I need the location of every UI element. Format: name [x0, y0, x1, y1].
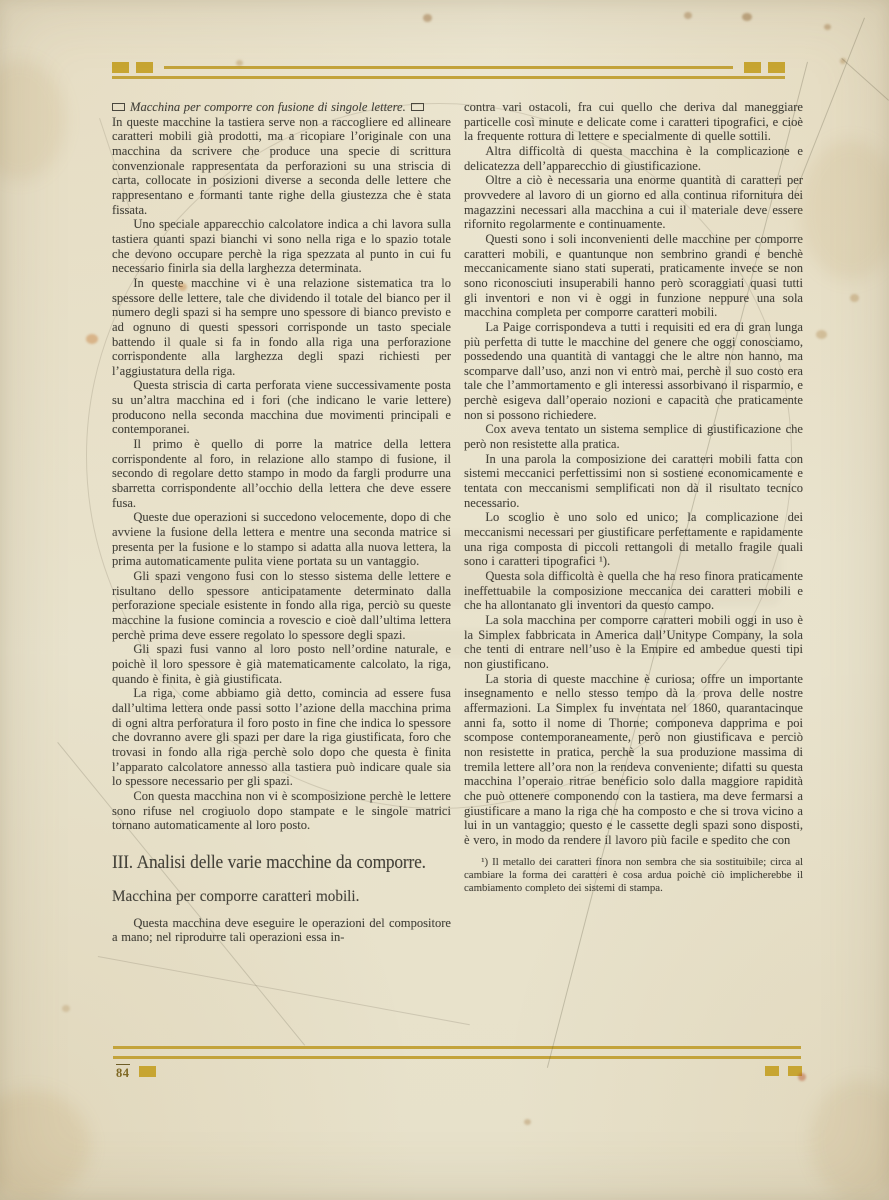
left-column	[112, 100, 451, 945]
stain	[86, 334, 98, 344]
stain	[850, 294, 859, 302]
foxing-blotch	[800, 140, 889, 280]
paragraph: La storia di queste macchine è curiosa; offre un importante insegnamento e nello stesso tempo dà la prova delle nostre affermazioni. La Simplex fu inventata nel 1860, quarantacinque anni fa, sotto il nome di Thorne; componeva dapprima e poi scompose contemporaneamente, però non giustificava e perciò non resistette in pratica, perchè la sua produzione massima di tremila lettere all’ora non la rendeva conveniente; difatti su questa macchina l’operaio ritrae beneficio solo dalla maggiore rapidità che può ottenere componendo con la tastiera, ma deve fermarsi a giustificare a mano la riga che ha composto e che si trova vicino a lui in un vantaggio; questo e le cassette degli spazi sono disposti, è vero, in modo da rendere il lavoro più facile e spedito che con	[464, 671, 803, 847]
paragraph: Gli spazi vengono fusi con lo stesso sistema delle lettere e risultano dello spessore anticipatamente determinato dalla perforazione speciale esistente in fondo alla riga, perciò su queste macchine la fusione comincia a rovescio e cioè dall’ultima lettera perchè prima deve essere regolato lo spessore degli spazi.	[112, 569, 451, 642]
gold-square-icon	[139, 1066, 156, 1077]
paragraph: Queste due operazioni si succedono velocemente, dopo di che avviene la fusione della lettera e mentre una seconda matrice si presenta per la fusione e lo stampo si adatta alla nuova lettera, la prima automaticamente pulita viene portata su un vantaggio.	[112, 510, 451, 569]
stain	[816, 330, 827, 339]
paragraph: In queste macchine vi è una relazione sistematica tra lo spessore delle lettere, tale che dividendo il totale del bianco per il numero degli spazi si ha sempre uno spessore di bianco previsto e ad ognuno di questi spessori corrisponde un tasto speciale battendo il quale si fa in fondo alla riga una perforazione corrispondente alla larghezza degli spazi richiesti per l’aggiustatura della riga.	[112, 275, 451, 378]
paragraph: Il primo è quello di porre la matrice della lettera corrispondente al foro, in relazione allo stampo di fusione, il secondo di regolare detto stampo in modo da fargli produrre una sbarretta corrispondente all’occhio della lettera che deve essere fusa.	[112, 437, 451, 510]
paragraph: Oltre a ciò è necessaria una enorme quantità di caratteri per provvedere al lavoro di un giorno ed alla continua rifornitura dei magazzini necessari alla macchina a cui il materiale deve essere rifornito regolarmente e continuamente.	[464, 173, 803, 232]
gold-square-icon	[788, 1066, 802, 1076]
header-ornament	[112, 62, 785, 73]
paragraph: Altra difficoltà di questa macchina è la complicazione e delicatezza dell’apparecchio di giustificazione.	[464, 143, 803, 173]
stain	[824, 24, 831, 30]
paragraph: Questi sono i soli inconvenienti delle macchine per comporre caratteri mobili, e quantunque non sembrino grandi e benchè meccanicamente siano stati superati, praticamente invece se non sono riconosciuti insuperabili hanno però scoraggiati quasi tutti gli inventori e non vi è oggi in funzione neppure una sola macchina completa per comporre caratteri mobili.	[464, 231, 803, 320]
foxing-blotch	[0, 1090, 90, 1200]
header-rule-full	[112, 76, 785, 79]
paragraph: Con questa macchina non vi è scomposizione perchè le lettere sono rifuse nel crogiuolo dopo stampate e le singole matrici tornano automaticamente al loro posto.	[112, 788, 451, 833]
crease-line	[98, 956, 470, 1025]
rectangle-ornament-icon	[112, 103, 125, 111]
crease-line	[794, 18, 865, 195]
paragraph: Uno speciale apparecchio calcolatore indica a chi lavora sulla tastiera quanti spazi bianchi vi sono nella riga e lo spazio totale che devono occupare perchè la riga spezzata al punto in cui fu necessario finirla sia della larghezza determinata.	[112, 217, 451, 276]
gold-square-icon	[112, 62, 129, 73]
stain	[62, 1005, 70, 1012]
gold-square-icon	[768, 62, 785, 73]
crease-line	[841, 58, 889, 101]
stain	[684, 12, 692, 19]
page-number: 84	[116, 1066, 130, 1080]
rectangle-ornament-icon	[411, 103, 424, 111]
stain	[742, 13, 752, 21]
paragraph: In una parola la composizione dei caratteri mobili fatta con sistemi meccanici perfettissimi non si sostiene economicamente e tentata con meccanismi semplificati non dà il risultato tecnico necessario.	[464, 451, 803, 510]
paragraph: Lo scoglio è uno solo ed unico; la complicazione dei meccanismi necessari per giustificare perfettamente e rapidamente una riga composta di piccoli rettangoli di metallo fragile quali sono i caratteri tipografici ¹).	[464, 510, 803, 569]
column-title-text: Macchina per comporre con fusione di singole lettere.	[130, 100, 406, 114]
paragraph: contra vari ostacoli, fra cui quello che deriva dal maneggiare particelle così minute e delicate come i caratteri tipografici, e cioè la frequente rottura di lettere e specialmente di quelle sottili.	[464, 100, 803, 144]
sub-heading: Macchina per comporre caratteri mobili.	[112, 887, 360, 905]
gold-square-icon	[744, 62, 761, 73]
paragraph: Gli spazi fusi vanno al loro posto nell’ordine naturale, e poichè il loro spessore è già matematicamente calcolato, la riga, quando è finita, è già giustificata.	[112, 642, 451, 686]
gold-square-icon	[765, 1066, 779, 1076]
footnote: ¹) Il metallo dei caratteri finora non sembra che sia sostituibile; circa al cambiare la forma dei caratteri è cosa ardua poichè ciò implicherebbe il cambiamento completo dei sistemi di stampa.	[464, 856, 803, 895]
paragraph: Questa macchina deve eseguire le operazioni del compositore a mano; nel riprodurre tali operazioni essa in-	[112, 915, 451, 945]
paragraph: La Paige corrispondeva a tutti i requisiti ed era di gran lunga più perfetta di tutte le macchine del genere che oggi conosciamo, possedendo una quantità di vantaggi che le altre non hanno, ma scomparve dall’uso, anzi non vi entrò mai, perchè il suo costo era tale che l’ammortamento e gli interessi assorbivano il risparmio, e perchè esigeva dall’operaio nozioni e capacità che praticamente non si possono richiedere.	[464, 319, 803, 422]
footer-rule	[113, 1046, 801, 1049]
paragraph: La riga, come abbiamo già detto, comincia ad essere fusa dall’ultima lettera onde passi sotto l’azione della macchina prima di ogni altra perforatura il foro posto in fine che indica lo spessore che dovranno avere gli spazi per dare la riga giustificata, foro che trovasi in fondo alla riga perchè solo dopo che questa è finita l’apparato calcolatore annesso alla tastiera può indicare quale sia lo spessore necessario per gli spazi.	[112, 686, 451, 789]
foxing-blotch	[810, 1080, 889, 1200]
gold-square-icon	[136, 62, 153, 73]
stain	[423, 14, 432, 22]
foxing-blotch	[0, 60, 65, 180]
column-title	[112, 100, 451, 115]
paragraph: Questa striscia di carta perforata viene successivamente posta su un’altra macchina ed i fori (che indicano le varie lettere) producono nella seconda macchina due movimenti principali e contemporanei.	[112, 378, 451, 437]
section-heading: III. Analisi delle varie macchine da comporre.	[112, 852, 426, 873]
footer-rule	[113, 1056, 801, 1059]
stain	[840, 58, 846, 64]
paragraph: Questa sola difficoltà è quella che ha reso finora praticamente ineffettuabile la composizione meccanica dei caratteri mobili e che ha allontanato gli inventori da questo campo.	[464, 569, 803, 613]
header-rule	[164, 66, 733, 69]
paragraph: In queste macchine la tastiera serve non a raccogliere ed allineare caratteri mobili già prodotti, ma a ricopiare l’originale con una macchina da scrivere che produce una specie di scrittura convenzionale rappresentata da perforazioni su una striscia di carta, collocate in posizioni diverse a seconda delle lettere che rappresentano e formanti tante righe della giustezza che è stata fissata.	[112, 114, 451, 217]
paragraph: Cox aveva tentato un sistema semplice di giustificazione che però non resistette alla pratica.	[464, 422, 803, 452]
right-column	[464, 100, 803, 895]
paragraph: La sola macchina per comporre caratteri mobili oggi in uso è la Simplex fabbricata in America dall’Unitype Company, la sola che tenti di entrare nell’uso è la Empire ed ambedue questi tipi non giustificano.	[464, 612, 803, 671]
stain	[524, 1119, 531, 1125]
